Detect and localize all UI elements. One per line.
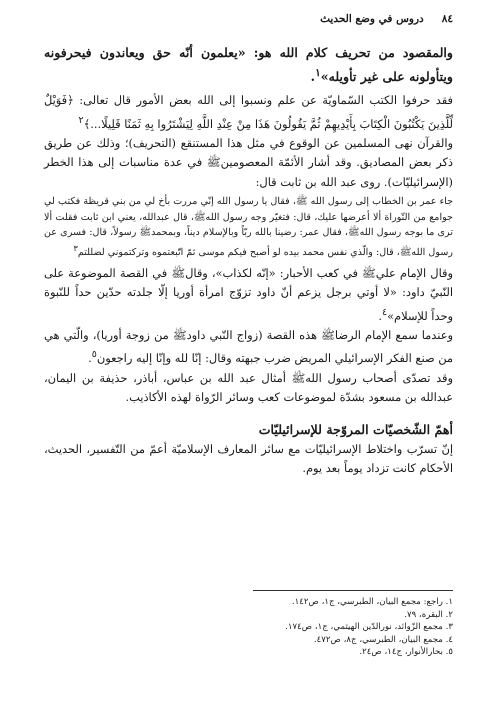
footnote-item: ٥. بحارالأنوار، ج١٤، ص٢٤. [359, 647, 453, 658]
main-text [44, 42, 453, 479]
footnote-ref: ٥ [91, 349, 97, 361]
footnote-ref: ١ [315, 67, 321, 79]
footnote-ref: ٣ [73, 243, 78, 253]
running-title: دروس في وضع الحديث [320, 13, 424, 25]
hadith-quote: جاء عمر بن الخطاب إلى رسول الله ﷺ، فقال يا رسول الله إنّي مررت بأخ لي من بني قريظة فكتب لي جوامع من التّوراة ألا أعرضها عليك، قال: فتغيّر وجه رسول اللهﷺ، قال عبدالله، يعني ابن ثابت فقلت ألا ترى ما بوجه رسول اللهﷺ، فقال عمر: رضينا بالله ربّاً وبالإسلام ديناً، وبمحمدﷺ رسولاً، قال: فسرى عن رسول اللهﷺ، قال: والّذي نفس محمد بيده لو أصبح فيكم موسى ثمّ اتّبعتموه وتركتموني لضللتم$^٣$ [44, 196, 453, 259]
paragraph-imam-ali: وقال الإمام عليﷺ في كعب الأحبار: «إنّه لكذاب»، وقالﷺ في القصة الموضوعة على النّبيّ داود: «لا أوتي برجل يزعم أنّ داود تزوّج امرأة أوريا إلّا جلدته حدّين حداً للنّبوة وحداً للإسلام»$^٤$. [44, 265, 453, 323]
footnote-item: ٢. البقرة، ٧٩. [404, 609, 453, 620]
paragraph-quran-warning: والقرآن نهى المسلمين عن الوقوع في مثل هذا المستنقع (التحريف)؛ وذلك عن طريق ذكر بعض المصاديق. وقد أشار الأئمّة المعصومينﷺ في عدة مناسبات إلى هذا الخطر (الإسرائيليّات). روى عبد الله بن ثابت قال: [44, 135, 453, 189]
section-paragraph: إنّ تسرّب واختلاط الإسرائيليّات مع سائر المعارف الإسلاميّة أعمّ من التّفسير، الحديث، الأحكام كانت تزداد يوماً بعد يوم. [44, 441, 453, 476]
paragraph-companions: وقد تصدّى أصحاب رسول اللهﷺ أمثال عبد الله بن عباس، أباذر، حذيفة بن اليمان، عبدالله بن مسعود بشدّة لموضوعات كعب وسائر الرّواة لهذه الأكاذيب. [44, 370, 453, 405]
paragraph-distortion: فقد حرفوا الكتب السّماويّة عن علم ونسبوا إلى الله بعض الأمور قال تعالى: ﴿فَوَيْلٌ لِّلَّذِينَ يَكْتُبُونَ الْكِتَابَ بِأَيْدِيهِمْ ثُمَّ يَقُولُونَ هَذَا مِنْ عِنْدِ اللَّهِ لِيَشْتَرُوا بِهِ ثَمَنًا قَلِيلًا...﴾$^٢$ [44, 93, 453, 131]
footnote-ref: ٢ [78, 114, 84, 126]
footnote-item: ١. راجع: مجمع البيان، الطبرسي، ج١، ص١٤٢. [291, 597, 453, 607]
page-number: ٨٤ [441, 13, 453, 25]
page-header [44, 10, 453, 28]
book-page [44, 0, 453, 702]
section-heading: أهمّ الشّخصيّات المروّجة للإسرائيليّات [258, 421, 453, 437]
footnote-item: ٣. مجمع الزّوائد، نورالدّين الهيثمي، ج١، ص١٧٤. [285, 622, 453, 633]
paragraph-imam-rida: وعندما سمع الإمام الرضاﷺ هذه القصة (زواج النّبي داودﷺ من زوجة أوريا)، والّتي هي من صنع الفكر الإسرائيلي المريض ضرب جبهته وقال: إنّا لله وإنّا إليه راجعون$^٥$. [44, 327, 453, 366]
footnotes [44, 596, 453, 659]
footnote-divider [253, 590, 453, 591]
footnote-ref: ٤ [381, 306, 388, 318]
paragraph-definition: والمقصود من تحريف كلام الله هو: «يعلمون أنّه حق ويعاندون فيحرفونه ويتأولونه على غير تأويله»$^١$. [44, 45, 453, 85]
footnote-item: ٤. مجمع البيان، الطبرسي، ج٨، ص٤٧٢. [313, 634, 453, 645]
